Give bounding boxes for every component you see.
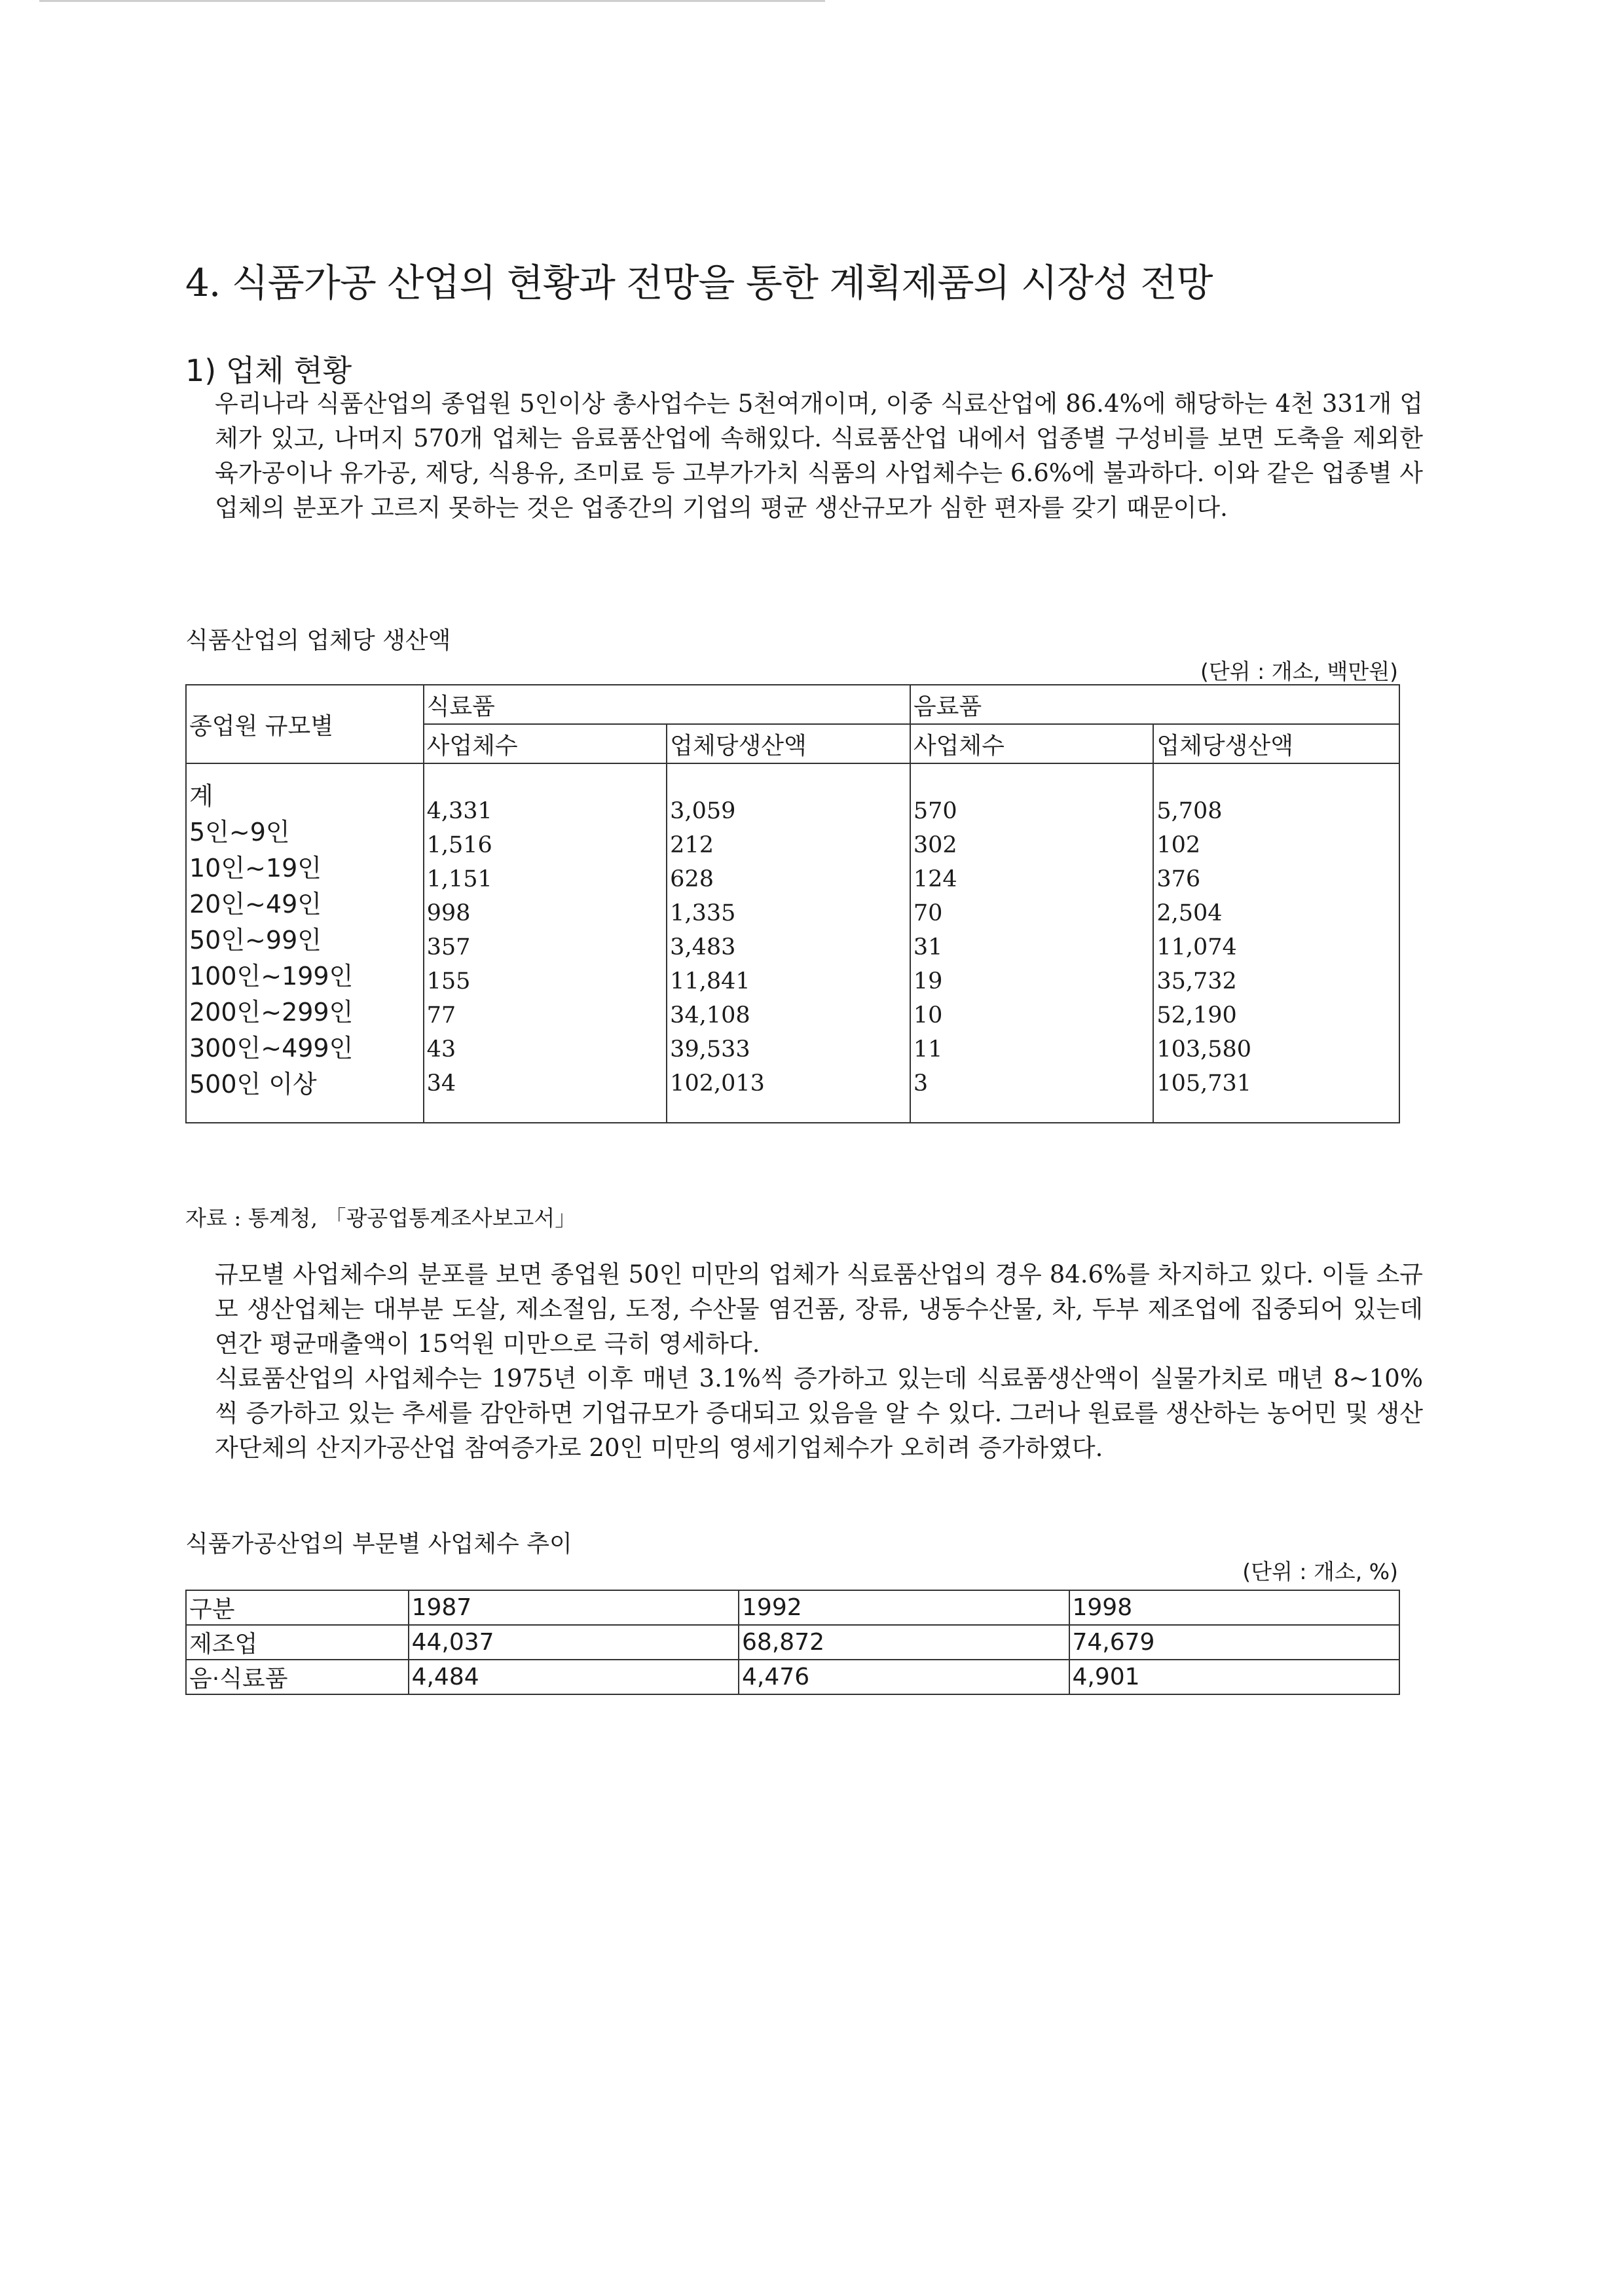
row-label: 100인~199인	[189, 962, 354, 991]
row-label: 300인~499인	[189, 1034, 354, 1063]
table2-cell: 제조업	[186, 1625, 409, 1660]
cell-value: 376	[1156, 866, 1201, 892]
cell-value: 212	[670, 832, 714, 858]
table1-header-row-1	[186, 685, 1399, 724]
row-label: 200인~299인	[189, 998, 354, 1027]
cell-value: 34,108	[670, 1002, 750, 1029]
table2-row-manufacturing	[186, 1625, 1399, 1660]
establishment-trend-table	[185, 1590, 1400, 1695]
table2-cell: 4,484	[409, 1660, 739, 1694]
row-label: 500인 이상	[189, 1070, 317, 1099]
table2-cell: 68,872	[739, 1625, 1069, 1660]
cell-value: 2,504	[1156, 900, 1223, 926]
cell-value: 3,059	[670, 798, 736, 824]
table2-header-cell: 1987	[409, 1590, 739, 1625]
table1-caption: 식품산업의 업체당 생산액	[185, 627, 451, 654]
table2-header-cell: 1992	[739, 1590, 1069, 1625]
cell-value: 155	[426, 968, 471, 994]
cell-value: 52,190	[1156, 1002, 1237, 1029]
row-label: 계	[189, 782, 213, 811]
row-label: 50인~99인	[189, 926, 322, 955]
table1-data-row	[186, 763, 1399, 1123]
cell-value: 35,732	[1156, 968, 1237, 994]
cell-value: 302	[913, 832, 957, 858]
header-bev-output: 업체당생산액	[1153, 724, 1399, 763]
row-label: 20인~49인	[189, 890, 322, 919]
cell-value: 11,074	[1156, 934, 1237, 960]
table2-cell: 4,476	[739, 1660, 1069, 1694]
cell-value: 570	[913, 798, 957, 824]
cell-value: 1,516	[426, 832, 492, 858]
cell-value: 10	[913, 1002, 943, 1029]
production-per-establishment-table	[185, 684, 1400, 1123]
table2-cell: 음·식료품	[186, 1660, 409, 1694]
row-label: 10인~19인	[189, 854, 322, 883]
col-bev-output	[1153, 763, 1399, 1123]
header-bev-count: 사업체수	[910, 724, 1154, 763]
table2-row-food-beverage	[186, 1660, 1399, 1694]
header-food: 식료품	[424, 685, 910, 724]
cell-value: 102,013	[670, 1070, 765, 1097]
paragraph-1-text: 우리나라 식품산업의 종업원 5인이상 총사업수는 5천여개이며, 이중 식료산업에 86.4%에 해당하는 4천 331개 업체가 있고, 나머지 570개 업체는 음료품산업에 속해있다. 식료품산업 내에서 업종별 구성비를 보면 도축을 제외한 육가공이나 유가공, 제당, 식용유, 조미료 등 고부가가치 식품의 사업체수는 6.6%에 불과하다. 이와 같은 업종별 사업체의 분포가 고르지 못하는 것은 업종간의 기업의 평균 생산규모가 심한 편자를 갖기 때문이다.	[215, 390, 1423, 522]
table2-header-cell: 구분	[186, 1590, 409, 1625]
cell-value: 70	[913, 900, 943, 926]
table2-caption: 식품가공산업의 부문별 사업체수 추이	[185, 1531, 572, 1558]
table2-header-row	[186, 1590, 1399, 1625]
cell-value: 5,708	[1156, 798, 1223, 824]
paragraph-2	[215, 1257, 1423, 1465]
cell-value: 19	[913, 968, 943, 994]
paragraph-2b-text: 식료품산업의 사업체수는 1975년 이후 매년 3.1%씩 증가하고 있는데 식료품생산액이 실물가치로 매년 8~10%씩 증가하고 있는 추세를 감안하면 기업규모가 증대되고 있음을 알 수 있다. 그러나 원료를 생산하는 농어민 및 생산자단체의 산지가공산업 참여증가로 20인 미만의 영세기업체수가 오히려 증가하였다.	[215, 1364, 1423, 1462]
cell-value: 31	[913, 934, 943, 960]
header-food-output: 업체당생산액	[667, 724, 910, 763]
row-label: 5인~9인	[189, 818, 290, 847]
cell-value: 102	[1156, 832, 1201, 858]
col-food-output	[667, 763, 910, 1123]
header-food-count: 사업체수	[424, 724, 667, 763]
cell-value: 105,731	[1156, 1070, 1252, 1097]
cell-value: 357	[426, 934, 471, 960]
cell-value: 43	[426, 1036, 456, 1063]
cell-value: 39,533	[670, 1036, 750, 1063]
header-employee-size: 종업원 규모별	[186, 685, 424, 763]
cell-value: 628	[670, 866, 714, 892]
table2-cell: 4,901	[1069, 1660, 1400, 1694]
col-size-labels	[186, 763, 424, 1123]
cell-value: 34	[426, 1070, 456, 1097]
cell-value: 998	[426, 900, 471, 926]
table2-cell: 44,037	[409, 1625, 739, 1660]
cell-value: 11,841	[670, 968, 750, 994]
cell-value: 124	[913, 866, 957, 892]
cell-value: 1,335	[670, 900, 736, 926]
section-title: 4. 식품가공 산업의 현황과 전망을 통한 계획제품의 시장성 전망	[185, 261, 1213, 305]
cell-value: 1,151	[426, 866, 492, 892]
col-bev-count	[910, 763, 1154, 1123]
scan-top-edge	[39, 0, 825, 2]
paragraph-2a-text: 규모별 사업체수의 분포를 보면 종업원 50인 미만의 업체가 식료품산업의 경우 84.6%를 차지하고 있다. 이들 소규모 생산업체는 대부분 도살, 제소절임, 도정, 수산물 염건품, 장류, 냉동수산물, 차, 두부 제조업에 집중되어 있는데 연간 평균매출액이 15억원 미만으로 극히 영세하다.	[215, 1260, 1423, 1358]
cell-value: 103,580	[1156, 1036, 1252, 1063]
table1-unit: (단위 : 개소, 백만원)	[1200, 659, 1398, 684]
cell-value: 77	[426, 1002, 456, 1029]
cell-value: 11	[913, 1036, 943, 1063]
col-food-count	[424, 763, 667, 1123]
table2-cell: 74,679	[1069, 1625, 1400, 1660]
header-beverage: 음료품	[910, 685, 1399, 724]
cell-value: 4,331	[426, 798, 492, 824]
cell-value: 3	[913, 1070, 929, 1097]
paragraph-1	[215, 386, 1423, 525]
subsection-title: 1) 업체 현황	[185, 353, 352, 388]
table2-header-cell: 1998	[1069, 1590, 1400, 1625]
table2-unit: (단위 : 개소, %)	[1242, 1559, 1398, 1584]
table1-source: 자료 : 통계청, 「광공업통계조사보고서」	[185, 1205, 577, 1231]
cell-value: 3,483	[670, 934, 736, 960]
